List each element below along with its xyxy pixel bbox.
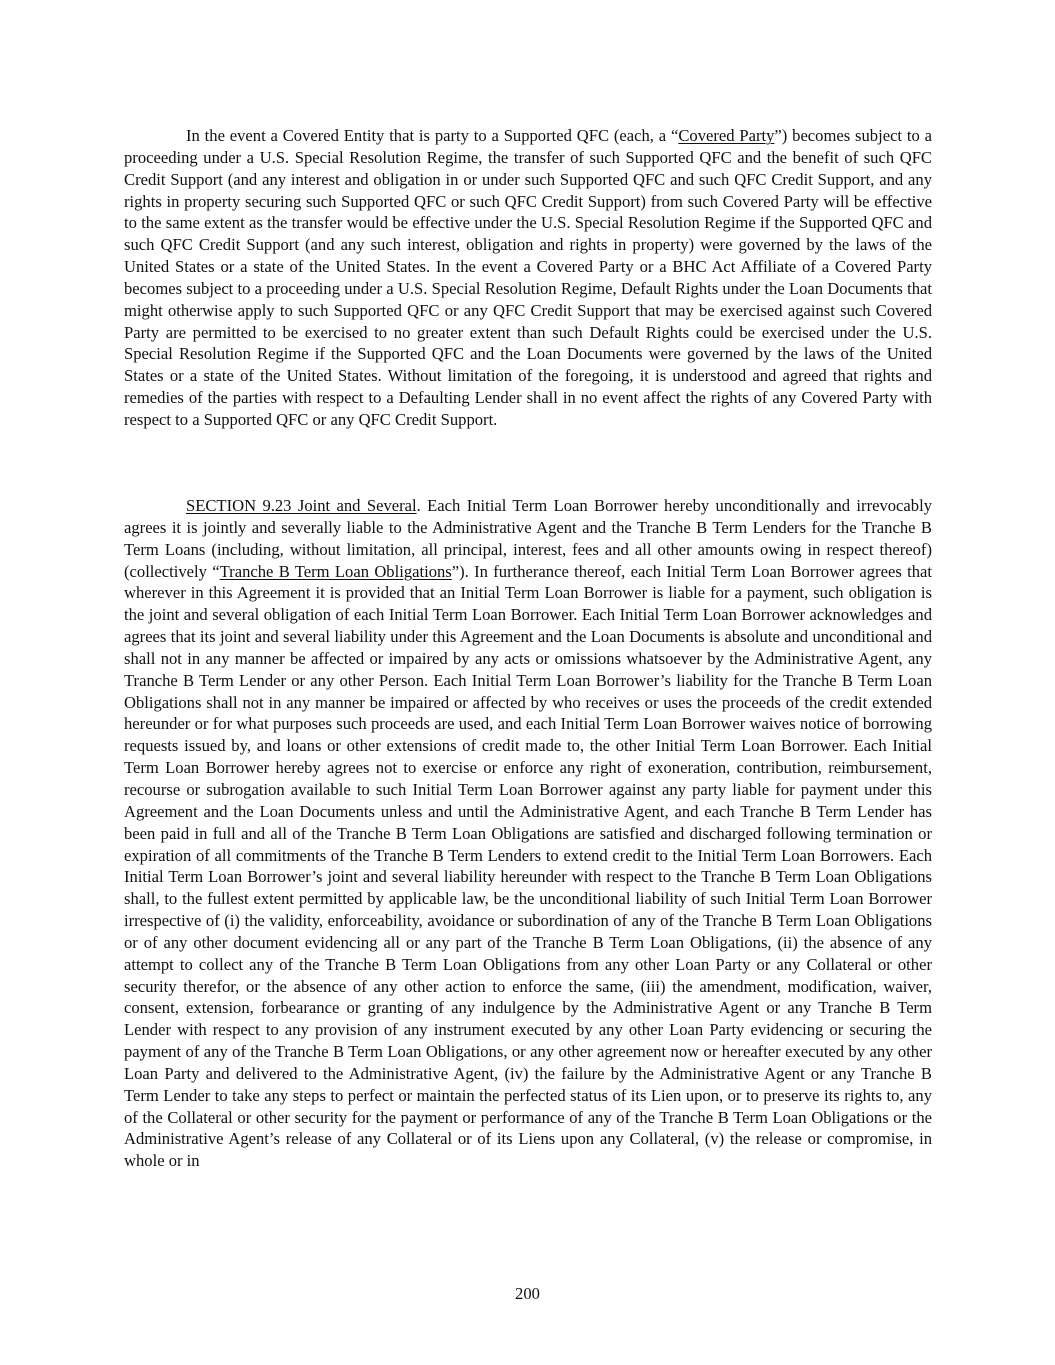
paragraph-text-part-a: . Each Initial Term Loan Borrower hereby unconditionally and irrevocably agrees it is jointly and severally liable to the Administrative Agent and the Tranche B Term Lenders for the Tranche B Term Loans (including, without limitation, all principal, interest, fees and all other amounts owing in respect thereof) (collectively “ [124, 496, 932, 581]
paragraph-text [124, 495, 932, 1172]
paragraph-text-part-a: In the event a Covered Entity that is party to a Supported QFC (each, a “ [186, 126, 679, 145]
section-heading-joint-and-several: SECTION 9.23 Joint and Several [186, 496, 417, 515]
defined-term-covered-party: Covered Party [678, 126, 775, 145]
defined-term-tranche-b-obligations: Tranche B Term Loan Obligations [219, 561, 452, 581]
paragraph-text [124, 125, 932, 431]
qfc-covered-party-paragraph [124, 125, 932, 431]
section-9-23-paragraph [124, 495, 932, 1172]
page-number: 200 [515, 1284, 540, 1303]
paragraph-text-part-b: ”) becomes subject to a proceeding under a U.S. Special Resolution Regime, the transfer of such Supported QFC and the benefit of such QFC Credit Support (and any interest and obligation in or under such Supported QFC and such QFC Credit Support, and any rights in property securing such Supported QFC or such QFC Credit Support) from such Covered Party will be effective to the same extent as the transfer would be effective under the U.S. Special Resolution Regime if the Supported QFC and such QFC Credit Support (and any such interest, obligation and rights in property) were governed by the laws of the United States or a state of the United States. In the event a Covered Party or a BHC Act Affiliate of a Covered Party becomes subject to a proceeding under a U.S. Special Resolution Regime, Default Rights under the Loan Documents that might otherwise apply to such Supported QFC or any QFC Credit Support that may be exercised against such Covered Party are permitted to be exercised to no greater extent than such Default Rights could be exercised under the U.S. Special Resolution Regime if the Supported QFC and the Loan Documents were governed by the laws of the United States or a state of the United States. Without limitation of the foregoing, it is understood and agreed that rights and remedies of the parties with respect to a Defaulting Lender shall in no event affect the rights of any Covered Party with respect to a Supported QFC or any QFC Credit Support. [124, 126, 932, 429]
paragraph-text-part-b: ”). In furtherance thereof, each Initial Term Loan Borrower agrees that wherever in this Agreement it is provided that an Initial Term Loan Borrower is liable for a payment, such obligation is the joint and several obligation of each Initial Term Loan Borrower. Each Initial Term Loan Borrower acknowledges and agrees that its joint and several liability under this Agreement and the Loan Documents is absolute and unconditional and shall not in any manner be affected or impaired by any acts or omissions whatsoever by the Administrative Agent, any Tranche B Term Lender or any other Person. Each Initial Term Loan Borrower’s liability for the Tranche B Term Loan Obligations shall not in any manner be impaired or affected by who receives or uses the proceeds of the credit extended hereunder or for what purposes such proceeds are used, and each Initial Term Loan Borrower waives notice of borrowing requests issued by, and loans or other extensions of credit made to, the other Initial Term Loan Borrower. Each Initial Term Loan Borrower hereby agrees not to exercise or enforce any right of exoneration, contribution, reimbursement, recourse or subrogation available to such Initial Term Loan Borrower against any party liable for payment under this Agreement and the Loan Documents unless and until the Administrative Agent, and each Tranche B Term Lender has been paid in full and all of the Tranche B Term Loan Obligations are satisfied and discharged following termination or expiration of all commitments of the Tranche B Term Lenders to extend credit to the Initial Term Loan Borrowers. Each Initial Term Loan Borrower’s joint and several liability hereunder with respect to the Tranche B Term Loan Obligations shall, to the fullest extent permitted by applicable law, be the unconditional liability of such Initial Term Loan Borrower irrespective of (i) the validity, enforceability, avoidance or subordination of any of the Tranche B Term Loan Obligations or of any other document evidencing all or any part of the Tranche B Term Loan Obligations, (ii) the absence of any attempt to collect any of the Tranche B Term Loan Obligations from any other Loan Party or any Collateral or other security therefor, or the absence of any other action to enforce the same, (iii) the amendment, modification, waiver, consent, extension, forbearance or granting of any indulgence by the Administrative Agent or any Tranche B Term Lender with respect to any provision of any instrument executed by any other Loan Party evidencing or securing the payment of any of the Tranche B Term Loan Obligations, or any other agreement now or hereafter executed by any other Loan Party and delivered to the Administrative Agent, (iv) the failure by the Administrative Agent or any Tranche B Term Lender to take any steps to perfect or maintain the perfected status of its Lien upon, or to preserve its rights to, any of the Collateral or other security for the payment or performance of any of the Tranche B Term Loan Obligations or the Administrative Agent’s release of any Collateral or of its Liens upon any Collateral, (v) the release or compromise, in whole or in [124, 561, 932, 1171]
